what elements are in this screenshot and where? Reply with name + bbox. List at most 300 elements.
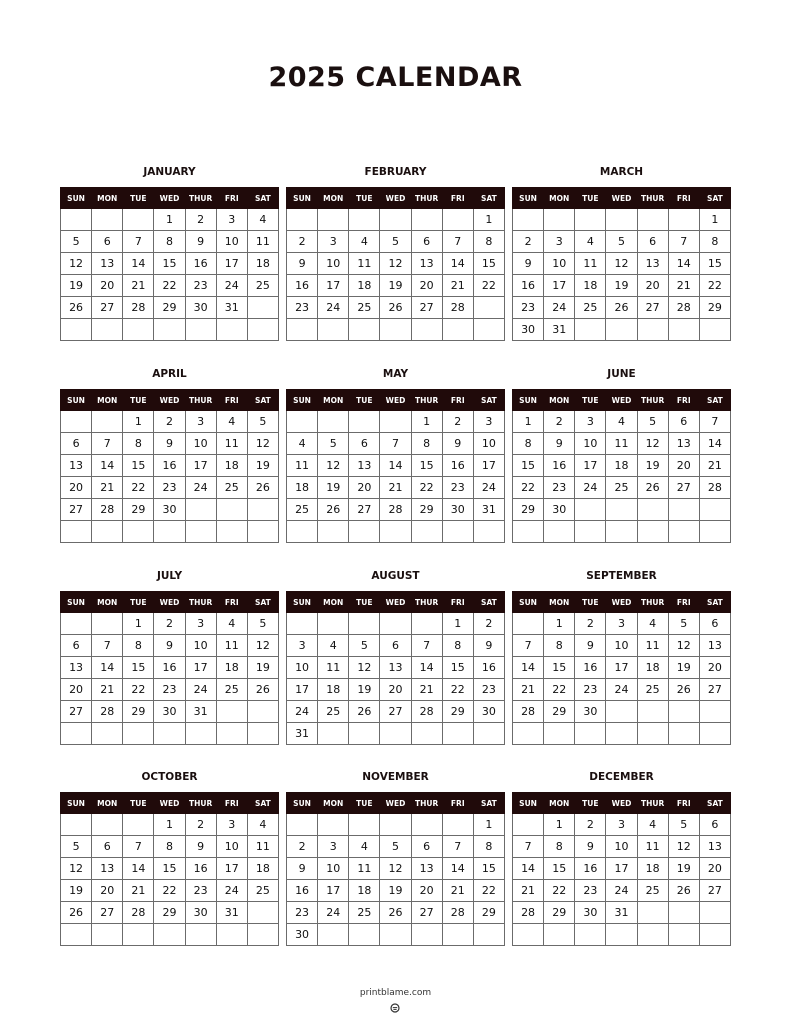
day-cell: 26 (380, 297, 411, 319)
day-cell: 28 (442, 902, 473, 924)
week-row (61, 701, 279, 723)
day-cell: 16 (287, 275, 318, 297)
day-cell (606, 209, 637, 231)
weekday-header: SAT (699, 592, 730, 613)
day-cell: 1 (473, 814, 504, 836)
day-cell: 11 (318, 657, 349, 679)
day-cell: 12 (318, 455, 349, 477)
day-cell: 26 (637, 477, 668, 499)
day-cell: 26 (247, 477, 278, 499)
day-cell (473, 319, 504, 341)
week-row (61, 433, 279, 455)
day-cell: 26 (606, 297, 637, 319)
day-cell: 21 (123, 275, 154, 297)
day-cell: 4 (216, 613, 247, 635)
day-cell: 1 (473, 209, 504, 231)
day-cell: 10 (606, 635, 637, 657)
week-row (61, 297, 279, 319)
day-cell: 9 (154, 433, 185, 455)
day-cell (61, 521, 92, 543)
day-cell: 13 (411, 858, 442, 880)
day-cell: 30 (442, 499, 473, 521)
day-cell: 9 (544, 433, 575, 455)
week-row (61, 814, 279, 836)
week-row (513, 521, 731, 543)
weekday-header: MON (318, 592, 349, 613)
day-cell (216, 319, 247, 341)
day-cell (606, 723, 637, 745)
day-cell: 20 (668, 455, 699, 477)
week-row (61, 455, 279, 477)
day-cell: 19 (349, 679, 380, 701)
day-cell (318, 521, 349, 543)
weekday-header: MON (544, 793, 575, 814)
day-cell (606, 319, 637, 341)
weekday-header: FRI (216, 188, 247, 209)
day-cell (318, 319, 349, 341)
day-cell (575, 723, 606, 745)
day-cell: 15 (154, 253, 185, 275)
day-cell: 27 (668, 477, 699, 499)
day-cell: 26 (61, 902, 92, 924)
weekday-header: THUR (411, 793, 442, 814)
day-cell: 25 (349, 297, 380, 319)
day-cell: 28 (513, 902, 544, 924)
day-cell: 29 (513, 499, 544, 521)
week-row (287, 613, 505, 635)
day-cell (123, 924, 154, 946)
week-row (61, 880, 279, 902)
day-cell: 5 (606, 231, 637, 253)
week-row (287, 858, 505, 880)
day-cell: 13 (668, 433, 699, 455)
week-row (513, 723, 731, 745)
day-cell: 26 (318, 499, 349, 521)
day-cell: 25 (637, 880, 668, 902)
day-cell (61, 924, 92, 946)
day-cell (411, 209, 442, 231)
day-cell: 18 (637, 858, 668, 880)
week-row (287, 836, 505, 858)
day-cell: 8 (544, 836, 575, 858)
weekday-header: WED (380, 793, 411, 814)
weekday-header: MON (318, 793, 349, 814)
day-cell (442, 723, 473, 745)
day-cell (473, 521, 504, 543)
month-november (286, 765, 505, 946)
day-cell (668, 924, 699, 946)
day-cell: 29 (154, 297, 185, 319)
weekday-header: THUR (185, 188, 216, 209)
day-cell (380, 411, 411, 433)
day-cell: 29 (544, 902, 575, 924)
day-cell: 20 (349, 477, 380, 499)
day-cell (61, 814, 92, 836)
day-cell (668, 521, 699, 543)
day-cell: 23 (287, 902, 318, 924)
weekday-header: WED (606, 793, 637, 814)
week-row (287, 209, 505, 231)
weekday-header-row (287, 188, 505, 209)
day-cell: 4 (247, 814, 278, 836)
day-cell: 14 (699, 433, 730, 455)
day-cell: 18 (606, 455, 637, 477)
day-cell: 21 (123, 880, 154, 902)
weekday-header: THUR (185, 793, 216, 814)
day-cell: 23 (544, 477, 575, 499)
day-cell (699, 521, 730, 543)
weekday-header: MON (318, 188, 349, 209)
week-row (61, 477, 279, 499)
day-cell: 26 (349, 701, 380, 723)
day-cell: 1 (442, 613, 473, 635)
day-cell (185, 499, 216, 521)
day-cell (380, 814, 411, 836)
day-cell: 16 (473, 657, 504, 679)
day-cell (699, 319, 730, 341)
day-cell: 12 (247, 635, 278, 657)
day-cell (380, 613, 411, 635)
day-cell (513, 723, 544, 745)
weekday-header: SAT (247, 188, 278, 209)
day-cell (544, 209, 575, 231)
weekday-header: FRI (442, 592, 473, 613)
day-cell: 31 (287, 723, 318, 745)
day-cell: 10 (318, 253, 349, 275)
day-cell (411, 613, 442, 635)
week-row (61, 411, 279, 433)
day-cell (247, 319, 278, 341)
weekday-header: TUE (349, 188, 380, 209)
month-grid (286, 591, 505, 745)
week-row (61, 209, 279, 231)
week-row (513, 209, 731, 231)
day-cell: 12 (380, 253, 411, 275)
day-cell: 25 (216, 679, 247, 701)
day-cell: 2 (287, 231, 318, 253)
day-cell: 5 (61, 836, 92, 858)
day-cell: 19 (380, 880, 411, 902)
week-row (513, 902, 731, 924)
week-row (287, 902, 505, 924)
day-cell (380, 319, 411, 341)
day-cell: 2 (154, 613, 185, 635)
day-cell: 9 (473, 635, 504, 657)
day-cell: 23 (154, 477, 185, 499)
day-cell (287, 814, 318, 836)
month-grid (286, 389, 505, 543)
month-grid (512, 187, 731, 341)
month-name: MARCH (599, 166, 644, 178)
week-row (287, 499, 505, 521)
day-cell: 9 (442, 433, 473, 455)
weekday-header: MON (544, 390, 575, 411)
day-cell: 27 (699, 880, 730, 902)
weekday-header: SAT (699, 390, 730, 411)
day-cell: 5 (247, 613, 278, 635)
day-cell: 11 (287, 455, 318, 477)
month-april (60, 362, 279, 543)
day-cell: 20 (411, 275, 442, 297)
weekday-header: SUN (513, 188, 544, 209)
week-row (287, 231, 505, 253)
weekday-header: TUE (123, 390, 154, 411)
weekday-header: THUR (637, 188, 668, 209)
day-cell (544, 924, 575, 946)
day-cell (699, 924, 730, 946)
page-title: 2025 CALENDAR (268, 62, 523, 93)
day-cell (575, 924, 606, 946)
day-cell: 5 (380, 231, 411, 253)
weekday-header-row (513, 793, 731, 814)
weekday-header-row (61, 793, 279, 814)
day-cell: 21 (411, 679, 442, 701)
week-row (61, 319, 279, 341)
day-cell (699, 723, 730, 745)
week-row (61, 521, 279, 543)
day-cell: 14 (442, 253, 473, 275)
day-cell (349, 521, 380, 543)
day-cell: 11 (349, 858, 380, 880)
day-cell: 14 (411, 657, 442, 679)
weekday-header: FRI (216, 390, 247, 411)
day-cell: 4 (247, 209, 278, 231)
day-cell: 21 (442, 275, 473, 297)
day-cell (699, 902, 730, 924)
weekday-header: SAT (473, 390, 504, 411)
day-cell: 2 (185, 209, 216, 231)
day-cell: 11 (216, 635, 247, 657)
day-cell: 6 (349, 433, 380, 455)
day-cell: 8 (123, 635, 154, 657)
day-cell: 21 (699, 455, 730, 477)
day-cell: 25 (606, 477, 637, 499)
day-cell: 8 (699, 231, 730, 253)
day-cell: 16 (575, 858, 606, 880)
weekday-header: SUN (513, 793, 544, 814)
week-row (513, 657, 731, 679)
day-cell: 9 (185, 836, 216, 858)
day-cell: 8 (513, 433, 544, 455)
day-cell: 17 (216, 858, 247, 880)
day-cell (349, 411, 380, 433)
day-cell: 12 (668, 635, 699, 657)
weekday-header: FRI (442, 188, 473, 209)
weekday-header-row (513, 188, 731, 209)
day-cell: 27 (411, 297, 442, 319)
day-cell: 11 (216, 433, 247, 455)
day-cell: 21 (442, 880, 473, 902)
day-cell (123, 814, 154, 836)
day-cell: 23 (513, 297, 544, 319)
day-cell: 10 (185, 433, 216, 455)
day-cell: 30 (287, 924, 318, 946)
week-row (513, 319, 731, 341)
weekday-header: THUR (411, 390, 442, 411)
day-cell: 15 (123, 657, 154, 679)
day-cell: 6 (668, 411, 699, 433)
day-cell (668, 209, 699, 231)
day-cell (411, 723, 442, 745)
day-cell: 7 (442, 231, 473, 253)
day-cell: 8 (411, 433, 442, 455)
weekday-header: THUR (637, 793, 668, 814)
week-row (513, 880, 731, 902)
day-cell: 24 (185, 477, 216, 499)
weekday-header: TUE (575, 592, 606, 613)
day-cell: 27 (411, 902, 442, 924)
day-cell (575, 209, 606, 231)
day-cell (287, 209, 318, 231)
week-row (287, 657, 505, 679)
day-cell: 19 (637, 455, 668, 477)
day-cell: 30 (473, 701, 504, 723)
day-cell: 12 (668, 836, 699, 858)
day-cell: 25 (247, 275, 278, 297)
month-name: FEBRUARY (364, 166, 427, 178)
week-row (287, 477, 505, 499)
day-cell: 19 (247, 657, 278, 679)
week-row (513, 836, 731, 858)
day-cell: 10 (287, 657, 318, 679)
day-cell (123, 319, 154, 341)
day-cell: 4 (349, 231, 380, 253)
day-cell: 29 (123, 499, 154, 521)
day-cell (349, 924, 380, 946)
day-cell (637, 701, 668, 723)
day-cell: 14 (668, 253, 699, 275)
week-row (513, 297, 731, 319)
day-cell (287, 521, 318, 543)
day-cell (442, 814, 473, 836)
day-cell (699, 499, 730, 521)
month-name: SEPTEMBER (586, 570, 657, 582)
day-cell: 3 (216, 209, 247, 231)
day-cell: 28 (668, 297, 699, 319)
day-cell: 25 (637, 679, 668, 701)
month-october (60, 765, 279, 946)
week-row (61, 635, 279, 657)
week-row (513, 455, 731, 477)
day-cell: 13 (637, 253, 668, 275)
day-cell: 3 (318, 231, 349, 253)
day-cell: 31 (544, 319, 575, 341)
weekday-header: WED (380, 390, 411, 411)
day-cell: 6 (637, 231, 668, 253)
weekday-header: TUE (349, 592, 380, 613)
weekday-header: SUN (513, 390, 544, 411)
day-cell: 5 (668, 814, 699, 836)
day-cell: 2 (513, 231, 544, 253)
day-cell: 29 (154, 902, 185, 924)
day-cell: 13 (92, 253, 123, 275)
day-cell (606, 701, 637, 723)
weekday-header: SAT (247, 390, 278, 411)
day-cell: 22 (513, 477, 544, 499)
weekday-header: MON (318, 390, 349, 411)
week-row (61, 253, 279, 275)
day-cell: 15 (473, 858, 504, 880)
weekday-header: THUR (637, 592, 668, 613)
footer-site-text: printblame.com (359, 988, 432, 998)
day-cell: 5 (380, 836, 411, 858)
weekday-header: MON (544, 592, 575, 613)
day-cell: 3 (575, 411, 606, 433)
month-grid (60, 792, 279, 946)
day-cell (61, 411, 92, 433)
week-row (513, 814, 731, 836)
day-cell: 4 (637, 814, 668, 836)
weekday-header-row (61, 390, 279, 411)
weekday-header: FRI (668, 592, 699, 613)
day-cell: 4 (637, 613, 668, 635)
day-cell (318, 411, 349, 433)
day-cell: 28 (699, 477, 730, 499)
day-cell: 4 (318, 635, 349, 657)
weekday-header: TUE (123, 188, 154, 209)
day-cell: 7 (442, 836, 473, 858)
day-cell (247, 521, 278, 543)
weekday-header: SUN (287, 390, 318, 411)
day-cell (668, 499, 699, 521)
day-cell: 8 (544, 635, 575, 657)
month-september (512, 564, 731, 745)
day-cell: 5 (637, 411, 668, 433)
weekday-header: TUE (349, 793, 380, 814)
day-cell (123, 521, 154, 543)
day-cell: 30 (185, 902, 216, 924)
day-cell: 27 (380, 701, 411, 723)
day-cell (61, 319, 92, 341)
day-cell: 12 (61, 253, 92, 275)
week-row (513, 635, 731, 657)
day-cell: 17 (544, 275, 575, 297)
day-cell: 1 (699, 209, 730, 231)
day-cell: 30 (513, 319, 544, 341)
day-cell (123, 723, 154, 745)
day-cell: 3 (606, 814, 637, 836)
weekday-header-row (61, 188, 279, 209)
weekday-header: FRI (668, 188, 699, 209)
month-name: MAY (382, 368, 409, 380)
week-row (61, 858, 279, 880)
day-cell (216, 701, 247, 723)
day-cell (513, 814, 544, 836)
day-cell: 4 (606, 411, 637, 433)
day-cell: 9 (154, 635, 185, 657)
day-cell (61, 613, 92, 635)
day-cell: 10 (185, 635, 216, 657)
weekday-header: SUN (513, 592, 544, 613)
day-cell (318, 723, 349, 745)
day-cell: 6 (411, 836, 442, 858)
day-cell: 19 (668, 657, 699, 679)
day-cell: 30 (185, 297, 216, 319)
week-row (61, 902, 279, 924)
day-cell: 28 (123, 902, 154, 924)
day-cell: 17 (287, 679, 318, 701)
month-december (512, 765, 731, 946)
weekday-header: WED (154, 793, 185, 814)
day-cell (92, 411, 123, 433)
day-cell: 1 (544, 613, 575, 635)
day-cell: 1 (544, 814, 575, 836)
day-cell: 23 (154, 679, 185, 701)
day-cell (247, 297, 278, 319)
day-cell: 17 (318, 880, 349, 902)
weekday-header: MON (92, 390, 123, 411)
day-cell: 21 (92, 679, 123, 701)
